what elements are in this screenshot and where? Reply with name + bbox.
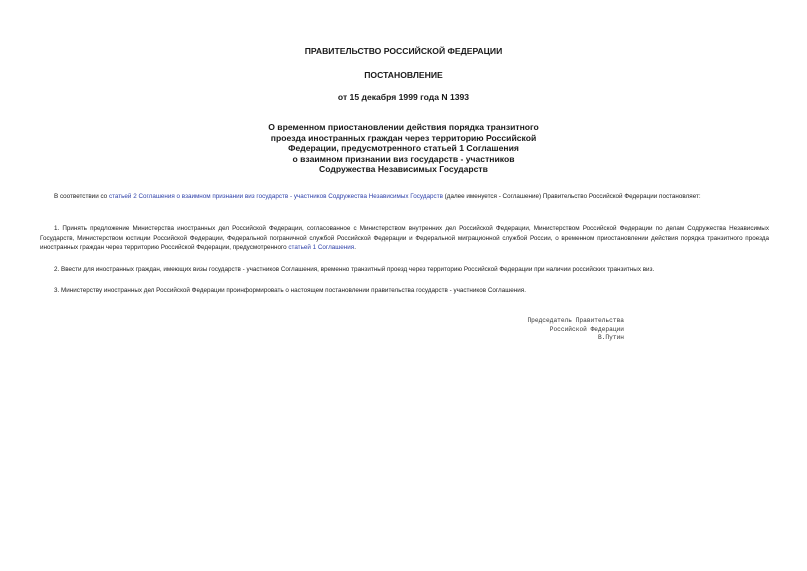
item-3-paragraph: 3. Министерству иностранных дел Российской Федерации проинформировать о настоящем постановлении правительства государств - участников Соглашения.	[54, 287, 526, 294]
document-type: ПОСТАНОВЛЕНИЕ	[364, 70, 443, 80]
title-line: проезда иностранных граждан через территорию Российской	[270, 132, 537, 143]
item-2-paragraph: 2. Ввести для иностранных граждан, имеющих визы государств - участников Соглашения, временно транзитный проезд через территорию Российской Федерации при наличии российских транзитных виз.	[54, 266, 655, 273]
title-line: Содружества Независимых Государств	[319, 164, 488, 175]
signature-block	[470, 317, 624, 343]
signatory-position: Председатель Правительства	[527, 317, 624, 324]
preamble-text-start: В соответствии со	[54, 193, 109, 200]
issuing-authority: ПРАВИТЕЛЬСТВО РОССИЙСКОЙ ФЕДЕРАЦИИ	[304, 46, 503, 56]
title-line: Федерации, предусмотренного статьей 1 Соглашения	[288, 143, 519, 154]
signatory-country: Российской Федерации	[549, 325, 624, 333]
item-1-text: 1. Принять предложение Министерства иностранных дел Российской Федерации, согласованное с Министерством внутренних дел Российской Федерации, Министерством Российской Федерации по делам Содружества Независимых Государств, Министерством юстиции Российской Федерации, Федеральной пограничной службой Российской Федерации и Федеральной миграционной службой России, о временном приостановлении действия порядка транзитного проезда иностранных граждан через территорию Российской Федерации, предусмотренного	[40, 225, 769, 252]
preamble-paragraph	[40, 192, 769, 202]
title-line: О временном приостановлении действия порядка транзитного	[268, 122, 539, 132]
preamble-text-end: (далее именуется - Соглашение) Правительство Российской Федерации постановляет:	[442, 193, 701, 200]
item-1-end: .	[354, 244, 356, 252]
title-line: о взаимном признании виз государств - участников	[292, 153, 515, 164]
signatory-name: В.Путин	[598, 334, 624, 342]
agreement-article-2-link[interactable]: статьей 2 Соглашения о взаимном признании виз государств - участников Содружества Независимых Государств	[108, 193, 443, 200]
document-title	[200, 122, 607, 175]
agreement-article-1-link[interactable]: статьей 1 Соглашения	[288, 244, 355, 252]
item-1-paragraph	[40, 224, 769, 253]
document-date-number: от 15 декабря 1999 года N 1393	[337, 92, 470, 102]
